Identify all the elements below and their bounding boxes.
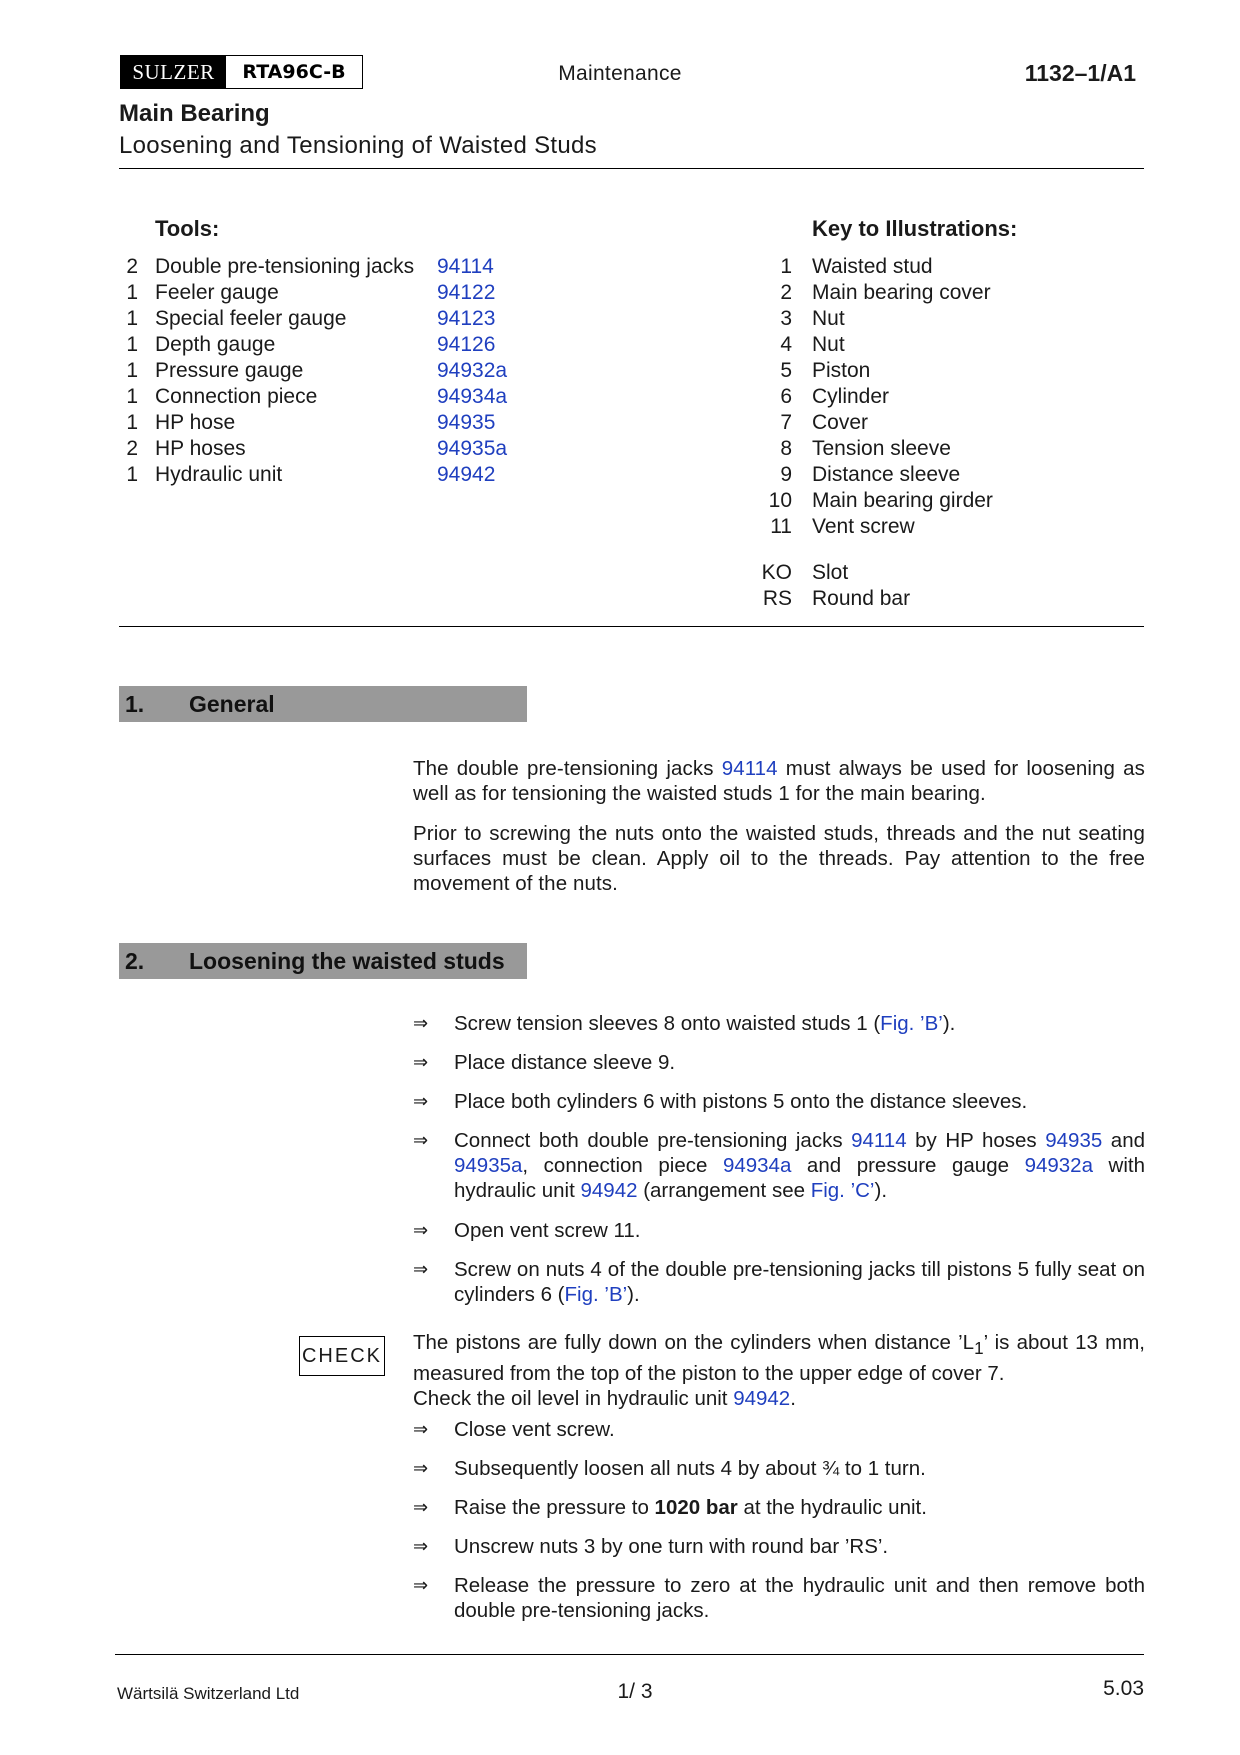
tool-item: 1 Hydraulic unit 94942 <box>126 463 496 486</box>
arrow-icon: ⇒ <box>413 1536 429 1556</box>
tool-item: 1 Special feeler gauge 94123 <box>126 307 496 330</box>
tool-item: 1 Pressure gauge 94932a <box>126 359 508 382</box>
tools-divider <box>119 626 1144 627</box>
tool-code-link[interactable]: 94932a <box>1024 1154 1093 1177</box>
key-item: KO Slot <box>761 561 849 584</box>
arrow-icon: ⇒ <box>413 1458 429 1478</box>
tool-code-link[interactable]: 94123 <box>437 307 496 330</box>
tool-code-link[interactable]: 94942 <box>733 1387 791 1411</box>
doc-number: 1132–1/A1 <box>1024 60 1136 86</box>
arrow-icon: ⇒ <box>413 1220 429 1240</box>
key-item: 6 Cylinder <box>780 385 890 408</box>
tool-code-link[interactable]: 94114 <box>437 255 494 278</box>
arrow-icon: ⇒ <box>413 1013 429 1033</box>
key-item: 10 Main bearing girder <box>768 489 993 512</box>
brand-logo <box>120 55 363 89</box>
check-paragraph: The pistons are fully down on the cylinders when distance $’L_1$’ is about 13 mm, measured from the top of the piston to the upper edge of cover 7. Check the oil level in hydraulic unit 94942. <box>413 1331 1145 1411</box>
key-item: 7 Cover <box>780 411 869 434</box>
tool-code-link[interactable]: 94114 <box>851 1129 907 1152</box>
general-paragraph-2: Prior to screwing the nuts onto the waisted studs, threads and the nut seating surfaces must be clean. Apply oil to the threads. Pay attention to the free movement of the nuts. <box>413 822 1145 895</box>
page-title: Main Bearing <box>119 100 270 127</box>
arrow-icon: ⇒ <box>413 1091 429 1111</box>
tool-code-link[interactable]: 94934a <box>437 385 508 408</box>
tool-code-link[interactable]: 94942 <box>580 1179 638 1202</box>
tool-code-link[interactable]: 94942 <box>437 463 496 486</box>
key-item: RS Round bar <box>762 587 911 610</box>
arrow-icon: ⇒ <box>413 1259 429 1279</box>
tool-code-link[interactable]: 94935a <box>437 437 508 460</box>
key-item: 11 Vent screw <box>770 515 915 538</box>
brand-sulzer: SULZER <box>121 56 226 88</box>
arrow-icon: ⇒ <box>413 1575 429 1595</box>
key-heading: Key to Illustrations: <box>812 216 1018 241</box>
tool-item: 1 HP hose 94935 <box>126 411 496 434</box>
check-badge: CHECK <box>299 1336 385 1376</box>
tool-item: 1 Depth gauge 94126 <box>126 333 496 356</box>
section-title: General <box>189 690 275 717</box>
key-item: 3 Nut <box>780 307 845 330</box>
section-title: Loosening the waisted studs <box>189 947 505 974</box>
general-paragraph-1: The double pre-tensioning jacks 94114 must always be used for loosening as well as for tensioning the waisted studs 1 for the main bearing. <box>413 757 1145 805</box>
header-category: Maintenance <box>558 62 682 85</box>
doc-version: 5.03 <box>1103 1677 1144 1700</box>
key-item: 4 Nut <box>780 333 845 356</box>
page-subtitle: Loosening and Tensioning of Waisted Studs <box>119 132 597 159</box>
section-header-loosening <box>119 943 527 979</box>
tool-code-link[interactable]: 94934a <box>722 1154 792 1177</box>
section-header-general <box>119 686 527 722</box>
section-number: 2. <box>125 947 145 974</box>
figure-link[interactable]: Fig. ’B’ <box>564 1283 628 1306</box>
tool-code-link[interactable]: 94126 <box>437 333 496 356</box>
tool-code-link[interactable]: 94114 <box>721 757 778 780</box>
key-spacer <box>760 540 1140 560</box>
key-item: 2 Main bearing cover <box>780 281 991 304</box>
footer-divider <box>115 1654 1144 1655</box>
tool-item: 1 Connection piece 94934a <box>126 385 508 408</box>
key-item: 9 Distance sleeve <box>780 463 961 486</box>
engine-type: RTA96C-B <box>226 56 362 88</box>
tool-code-link[interactable]: 94935 <box>1045 1129 1103 1152</box>
tool-code-link[interactable]: 94932a <box>437 359 508 382</box>
arrow-icon: ⇒ <box>413 1130 429 1150</box>
key-item: 5 Piston <box>780 359 871 382</box>
tools-list <box>124 254 644 488</box>
header-divider <box>119 168 1144 169</box>
figure-link[interactable]: Fig. ’C’ <box>810 1179 875 1202</box>
arrow-icon: ⇒ <box>413 1497 429 1517</box>
tool-code-link[interactable]: 94935 <box>437 411 496 434</box>
key-item: 8 Tension sleeve <box>780 437 951 460</box>
key-item: 1 Waisted stud <box>780 255 933 278</box>
tool-code-link[interactable]: 94122 <box>437 281 496 304</box>
tool-item: 2 HP hoses 94935a <box>126 437 508 460</box>
arrow-icon: ⇒ <box>413 1419 429 1439</box>
section-number: 1. <box>125 690 145 717</box>
arrow-icon: ⇒ <box>413 1052 429 1072</box>
figure-link[interactable]: Fig. ’B’ <box>880 1012 943 1035</box>
footer-company: Wärtsilä Switzerland Ltd <box>117 1684 300 1703</box>
tools-heading: Tools: <box>155 216 220 241</box>
tool-item: 1 Feeler gauge 94122 <box>126 281 496 304</box>
tool-code-link[interactable]: 94935a <box>454 1154 523 1177</box>
tool-item: 2 Double pre-tensioning jacks 94114 <box>126 255 494 278</box>
key-list <box>760 254 1140 612</box>
page-number: 1/ 3 <box>617 1680 653 1703</box>
